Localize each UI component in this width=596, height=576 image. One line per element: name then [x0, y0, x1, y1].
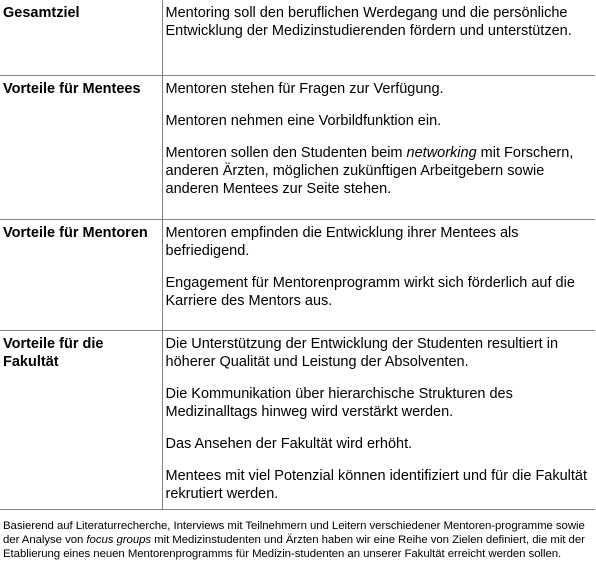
row-label: Vorteile für Mentoren: [0, 220, 162, 331]
table-caption: Basierend auf Literaturrecherche, Interviews mit Teilnehmern und Leitern verschiedener Mentoren-programme sowie der Analyse von focus groups mit Medizinstudenten und Ärzten haben wir eine Reihe von Zielen definiert, die mit der Etablierung eines neuen Mentorenprogramms für Medizin-studenten an unserer Fakultät erreicht werden sollen.: [3, 520, 585, 560]
row-description: [162, 76, 595, 220]
description-paragraph: Mentoring soll den beruflichen Werdegang und die persönliche Entwicklung der Medizinstudierenden fördern und unterstützen.: [165, 5, 572, 39]
row-description: [162, 0, 595, 76]
description-paragraph: Mentees mit viel Potenzial können identifiziert und für die Fakultät rekrutiert werden.: [165, 468, 588, 502]
row-label: Vorteile für Mentees: [0, 76, 162, 220]
description-paragraph: Mentoren nehmen eine Vorbildfunktion ein.: [165, 113, 442, 129]
italic-term: focus groups: [86, 534, 152, 546]
table-row: [0, 220, 595, 331]
description-paragraph: Mentoren sollen den Studenten beim networking mit Forschern, anderen Ärzten, möglichen zukünftigen Arbeitgebern sowie anderen Mentees zur Seite stehen.: [165, 145, 574, 197]
row-label: Gesamtziel: [0, 0, 162, 76]
table-row: [0, 0, 595, 76]
description-paragraph: Die Kommunikation über hierarchische Strukturen des Medizinalltags hinweg wird verstärkt werden.: [165, 386, 513, 420]
row-description: [162, 220, 595, 331]
row-description: [162, 331, 595, 510]
row-label: Vorteile für die Fakultät: [0, 331, 162, 510]
description-paragraph: Mentoren stehen für Fragen zur Verfügung.: [165, 81, 444, 97]
table-row: [0, 76, 595, 220]
description-paragraph: Das Ansehen der Fakultät wird erhöht.: [165, 436, 413, 452]
italic-term: networking: [406, 145, 477, 161]
description-paragraph: Die Unterstützung der Entwicklung der Studenten resultiert in höherer Qualität und Leistung der Absolventen.: [165, 336, 559, 370]
description-paragraph: Engagement für Mentorenprogramm wirkt sich förderlich auf die Karriere des Mentors aus.: [165, 275, 575, 309]
description-paragraph: Mentoren empfinden die Entwicklung ihrer Mentees als befriedigend.: [165, 225, 519, 259]
table-row: [0, 331, 595, 510]
